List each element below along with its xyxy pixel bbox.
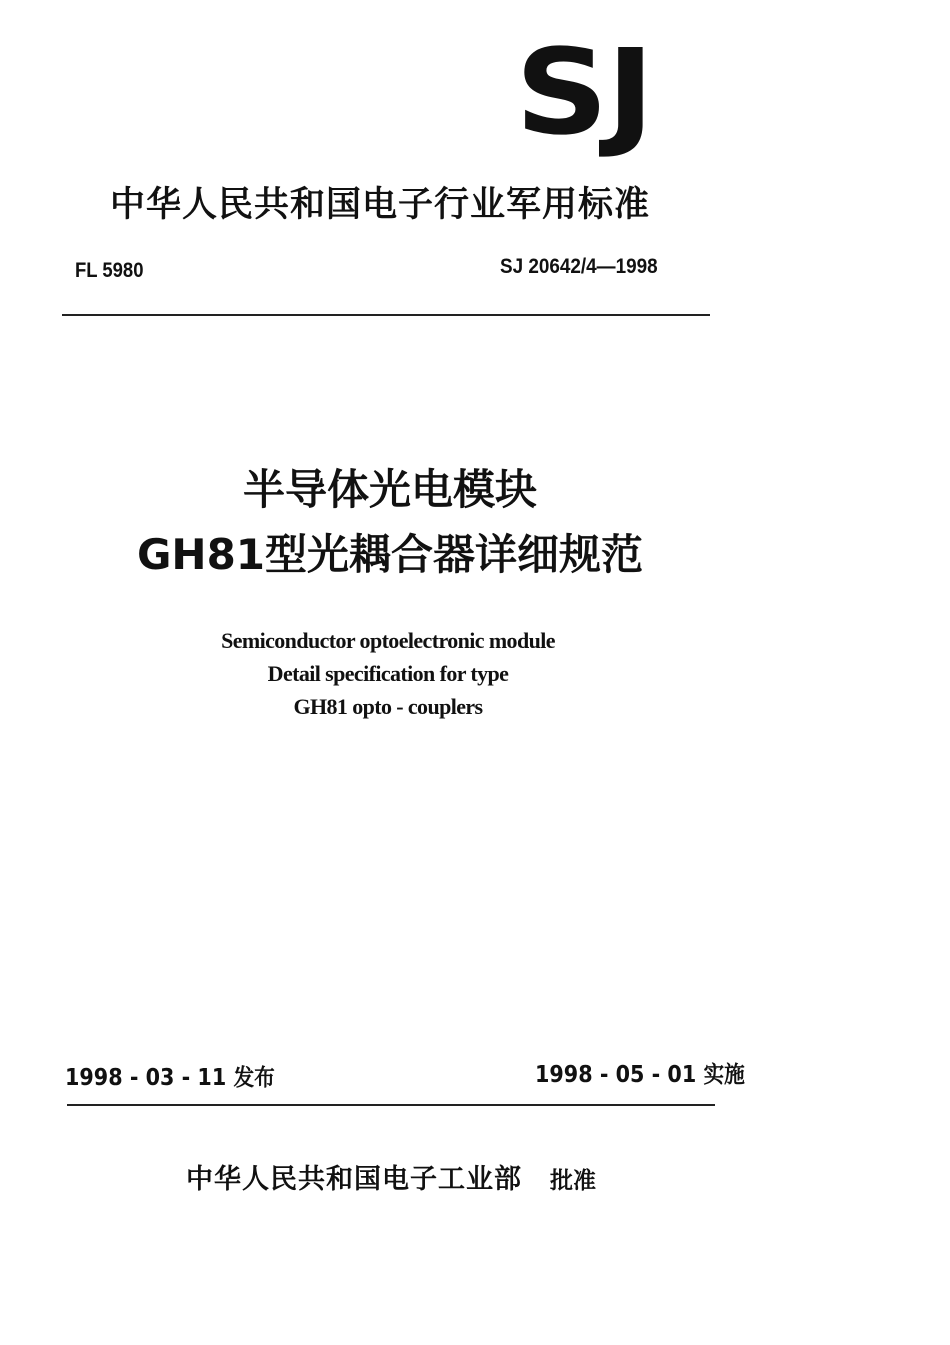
- document-title-en-line2: Detail specification for type: [267, 661, 509, 686]
- classification-code: FL 5980: [75, 259, 144, 282]
- document-title-en-line1: Semiconductor optoelectronic module: [221, 628, 555, 653]
- standard-title: 中华人民共和国电子行业军用标准: [110, 185, 651, 225]
- issue-date: 1998 - 03 - 11 发布: [65, 1065, 275, 1091]
- sj-logo: SJ: [515, 23, 653, 161]
- document-title-cn-line1: 半导体光电模块: [242, 465, 537, 514]
- issuing-ministry: 中华人民共和国电子工业部: [186, 1164, 522, 1195]
- effective-date: 1998 - 05 - 01 实施: [535, 1062, 745, 1088]
- approval-label: 批准: [550, 1168, 596, 1194]
- document-title-en-line3: GH81 opto - couplers: [293, 694, 483, 719]
- document-title-cn-line2: GH81型光耦合器详细规范: [136, 530, 644, 579]
- top-divider: [62, 314, 710, 316]
- bottom-divider: [67, 1104, 715, 1106]
- standard-number: SJ 20642/4—1998: [500, 255, 658, 278]
